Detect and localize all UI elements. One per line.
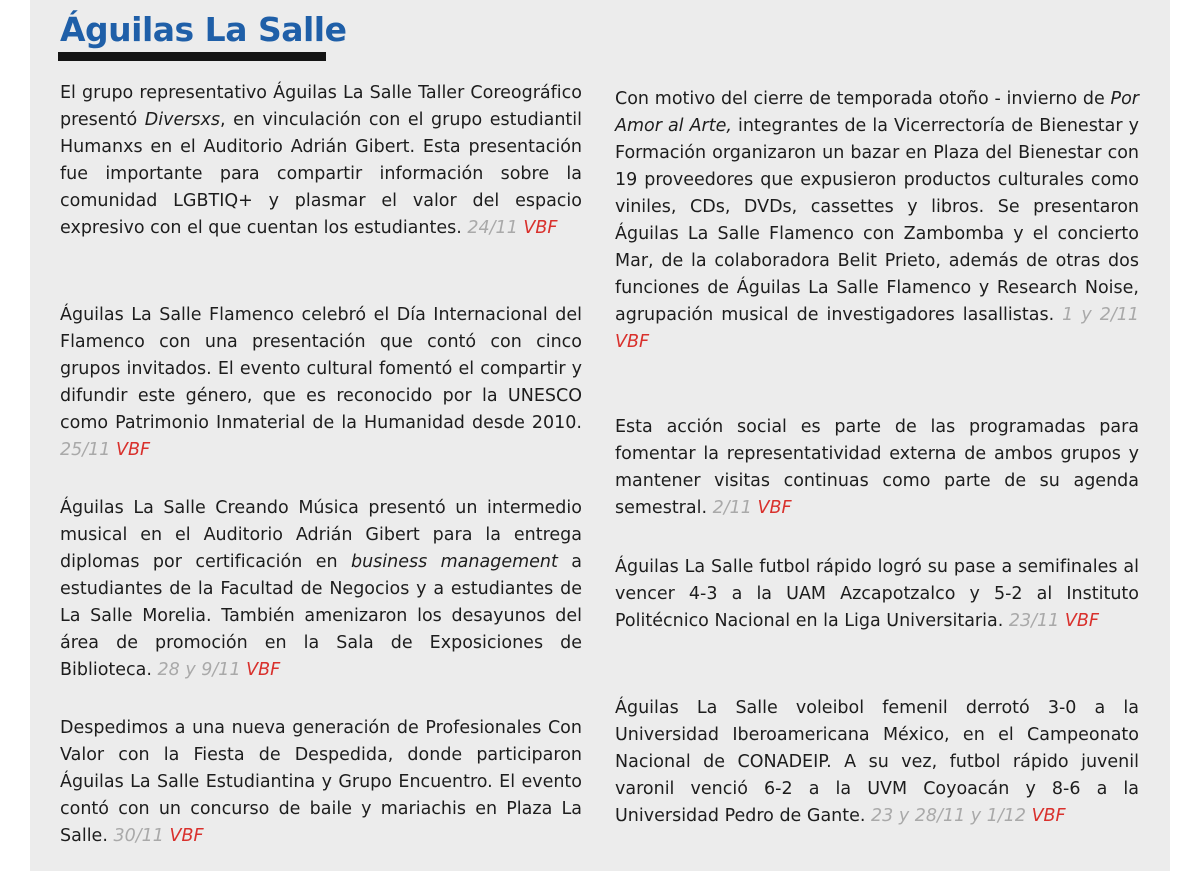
news-date: 23/11 [1008, 611, 1060, 631]
news-item [60, 302, 582, 464]
title-underline-bar [58, 52, 326, 61]
news-text: , en vinculación con el grupo estudiantil Humanxs en el Auditorio Adrián Gibert. Esta presentación fue importante para compartir información sobre la comunidad LGBTIQ+ y plasmar el valor del espacio expresivo con el que cuentan los estudiantes. [60, 110, 582, 238]
news-item [60, 495, 582, 684]
news-text-italic: business management [350, 552, 558, 572]
news-date: 2/11 [712, 498, 752, 518]
news-text: Despedimos a una nueva generación de Profesionales Con Valor con la Fiesta de Despedida, donde participaron Águilas La Salle Estudiantina y Grupo Encuentro. El evento contó con un concurso de baile y mariachis en Plaza La Salle. [60, 718, 582, 846]
news-text: Esta acción social es parte de las programadas para fomentar la representatividad externa de ambos grupos y mantener visitas continuas como parte de su agenda semestral. [615, 417, 1139, 518]
author-initials: VBF [757, 498, 792, 518]
news-text: a estudiantes de la Facultad de Negocios y a estudiantes de La Salle Morelia. También amenizaron los desayunos del área de promoción en la Sala de Exposiciones de Biblioteca. [60, 552, 582, 680]
news-item [615, 695, 1139, 830]
news-text-italic: Por Amor al Arte, [615, 89, 1139, 136]
news-date: 25/11 [60, 440, 111, 460]
news-text: integrantes de la Vicerrectoría de Bienestar y Formación organizaron un bazar en Plaza del Bienestar con 19 proveedores que expusieron productos culturales como viniles, CDs, DVDs, cassettes y libros. Se presentaron Águilas La Salle Flamenco con Zambomba y el concierto Mar, de la colaboradora Belit Prieto, además de otras dos funciones de Águilas La Salle Flamenco y Research Noise, agrupación musical de investigadores lasallistas. [615, 116, 1139, 325]
author-initials: VBF [116, 440, 151, 460]
news-item [615, 86, 1139, 356]
section-title: Águilas La Salle [60, 10, 347, 49]
author-initials: VBF [1064, 611, 1099, 631]
author-initials: VBF [169, 826, 204, 846]
author-initials: VBF [523, 218, 558, 238]
news-date: 30/11 [113, 826, 164, 846]
news-date: 1 y 2/11 [1062, 305, 1139, 325]
news-text: El grupo representativo Águilas La Salle Taller Coreográfico presentó [60, 83, 582, 130]
news-date: 28 y 9/11 [157, 660, 241, 680]
news-item [615, 414, 1139, 522]
news-text: Águilas La Salle voleibol femenil derrotó 3-0 a la Universidad Iberoamericana México, en el Campeonato Nacional de CONADEIP. A su vez, futbol rápido juvenil varonil venció 6-2 a la UVM Coyoacán y 8-6 a la Universidad Pedro de Gante. [615, 698, 1139, 826]
author-initials: VBF [1031, 806, 1066, 826]
news-text: Águilas La Salle Creando Música presentó un intermedio musical en el Auditorio Adrián Gibert para la entrega diplomas por certificación en [60, 498, 582, 572]
news-text: Con motivo del cierre de temporada otoño - invierno de [615, 89, 1111, 109]
news-text-italic: Diversxs [144, 110, 221, 130]
news-date: 24/11 [467, 218, 518, 238]
author-initials: VBF [246, 660, 281, 680]
news-item [615, 554, 1139, 635]
news-item [60, 80, 582, 242]
news-text: Águilas La Salle futbol rápido logró su pase a semifinales al vencer 4-3 a la UAM Azcapotzalco y 5-2 al Instituto Politécnico Nacional en la Liga Universitaria. [615, 557, 1139, 631]
news-item [60, 715, 582, 850]
author-initials: VBF [615, 332, 650, 352]
news-date: 23 y 28/11 y 1/12 [871, 806, 1026, 826]
news-text: Águilas La Salle Flamenco celebró el Día Internacional del Flamenco con una presentación que contó con cinco grupos invitados. El evento cultural fomentó el compartir y difundir este género, que es reconocido por la UNESCO como Patrimonio Inmaterial de la Humanidad desde 2010. [60, 305, 582, 433]
